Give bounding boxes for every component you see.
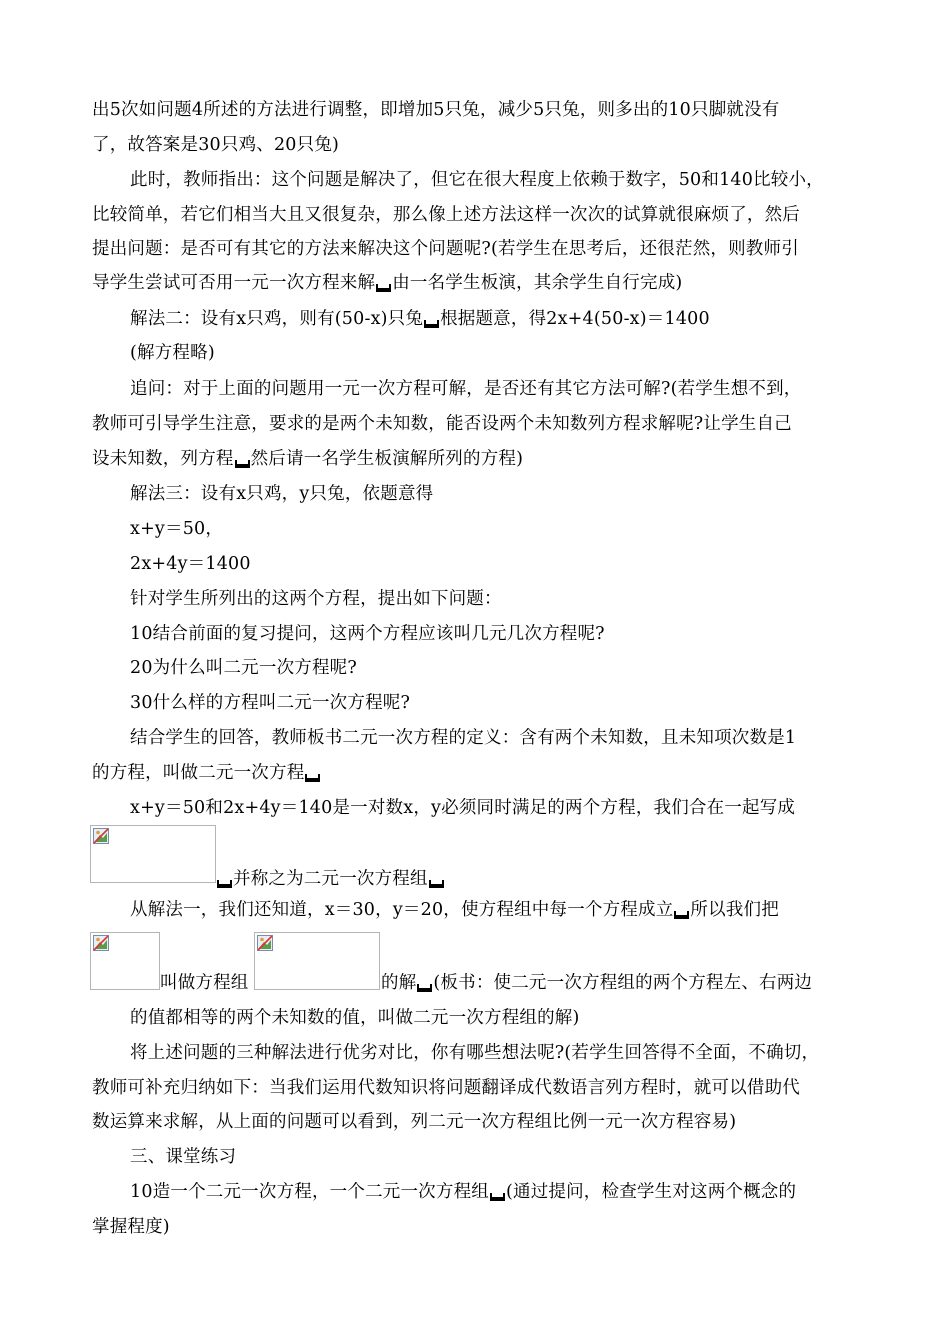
text-line: 数运算来求解，从上面的问题可以看到，列二元一次方程组比例一元一次方程容易) xyxy=(92,1112,737,1132)
equation-image-placeholder xyxy=(90,825,216,883)
question-line: 20为什么叫二元一次方程呢? xyxy=(130,658,357,678)
solution-image-placeholder xyxy=(90,932,160,990)
section-heading: 三、课堂练习 xyxy=(130,1147,237,1167)
text-line: 并称之为二元一次方程组 xyxy=(216,867,516,891)
placeholder-mark-icon xyxy=(417,984,432,992)
text-line: 教师可补充归纳如下：当我们运用代数知识将问题翻译成代数语言列方程时，就可以借助代 xyxy=(92,1078,800,1098)
text-line: x+y＝50和2x+4y＝140是一对数x，y必须同时满足的两个方程，我们合在一起写成 xyxy=(130,798,796,818)
text-line: 解法二：设有x只鸡，则有(50-x)只兔 根据题意，得2x+4(50-x)＝1400 xyxy=(130,309,710,329)
system-image-placeholder xyxy=(254,932,380,990)
equation-line: 2x+4y＝1400 xyxy=(130,554,251,574)
text-line: 10造一个二元一次方程，一个二元一次方程组 (通过提问，检查学生对这两个概念的 xyxy=(130,1182,797,1202)
broken-image-icon xyxy=(93,935,109,951)
text-line: 提出问题：是否可有其它的方法来解决这个问题呢?(若学生在思考后，还很茫然，则教师引 xyxy=(92,239,799,259)
text-line: 的解 (板书：使二元一次方程组的两个方程左、右两边 xyxy=(381,973,813,993)
text-line: 解法三：设有x只鸡，y只兔，依题意得 xyxy=(130,484,434,504)
text-line: 从解法一，我们还知道，x＝30，y＝20，使方程组中每一个方程成立 所以我们把 xyxy=(130,900,779,920)
placeholder-mark-icon xyxy=(490,1193,505,1201)
text-line: 的值都相等的两个未知数的值，叫做二元一次方程组的解) xyxy=(130,1008,580,1028)
placeholder-mark-icon xyxy=(424,320,439,328)
text-line: 比较简单，若它们相当大且又很复杂，那么像上述方法这样一次次的试算就很麻烦了，然后 xyxy=(92,205,800,225)
text-line: 此时，教师指出：这个问题是解决了，但它在很大程度上依赖于数字，50和140比较小， xyxy=(130,170,824,190)
text-line: 将上述问题的三种解法进行优劣对比，你有哪些想法呢?(若学生回答得不全面，不确切， xyxy=(130,1043,820,1063)
equation-line: x+y＝50， xyxy=(130,519,224,539)
placeholder-mark-icon xyxy=(235,460,250,468)
placeholder-mark-icon xyxy=(217,880,232,888)
text-line: 的方程，叫做二元一次方程 xyxy=(92,761,872,785)
text-line: 教师可引导学生注意，要求的是两个未知数，能否设两个未知数列方程求解呢?让学生自己 xyxy=(92,414,792,434)
placeholder-mark-icon xyxy=(674,911,689,919)
text-line: 出5次如问题4所述的方法进行调整，即增加5只兔，减少5只兔，则多出的10只脚就没有 xyxy=(92,100,780,120)
broken-image-icon xyxy=(257,935,273,951)
placeholder-mark-icon xyxy=(305,774,320,782)
text-line: 结合学生的回答，教师板书二元一次方程的定义：含有两个未知数，且未知项次数是1 xyxy=(130,728,797,748)
placeholder-mark-icon xyxy=(429,880,444,888)
placeholder-mark-icon xyxy=(376,284,391,292)
text-line: 掌握程度) xyxy=(92,1217,170,1237)
text-line: 追问：对于上面的问题用一元一次方程可解，是否还有其它方法可解?(若学生想不到， xyxy=(130,379,802,399)
broken-image-icon xyxy=(93,828,109,844)
text-line: (解方程略) xyxy=(130,343,215,363)
text-line: 导学生尝试可否用一元一次方程来解 由一名学生板演，其余学生自行完成) xyxy=(92,273,683,293)
question-line: 30什么样的方程叫二元一次方程呢? xyxy=(130,693,411,713)
question-line: 10结合前面的复习提问，这两个方程应该叫几元几次方程呢? xyxy=(130,624,605,644)
text-line: 针对学生所列出的这两个方程，提出如下问题： xyxy=(130,589,502,609)
text-line: 叫做方程组 xyxy=(160,973,249,993)
text-line: 了，故答案是30只鸡、20只兔) xyxy=(92,135,340,155)
text-line: 设未知数，列方程 然后请一名学生板演解所列的方程) xyxy=(92,449,524,469)
